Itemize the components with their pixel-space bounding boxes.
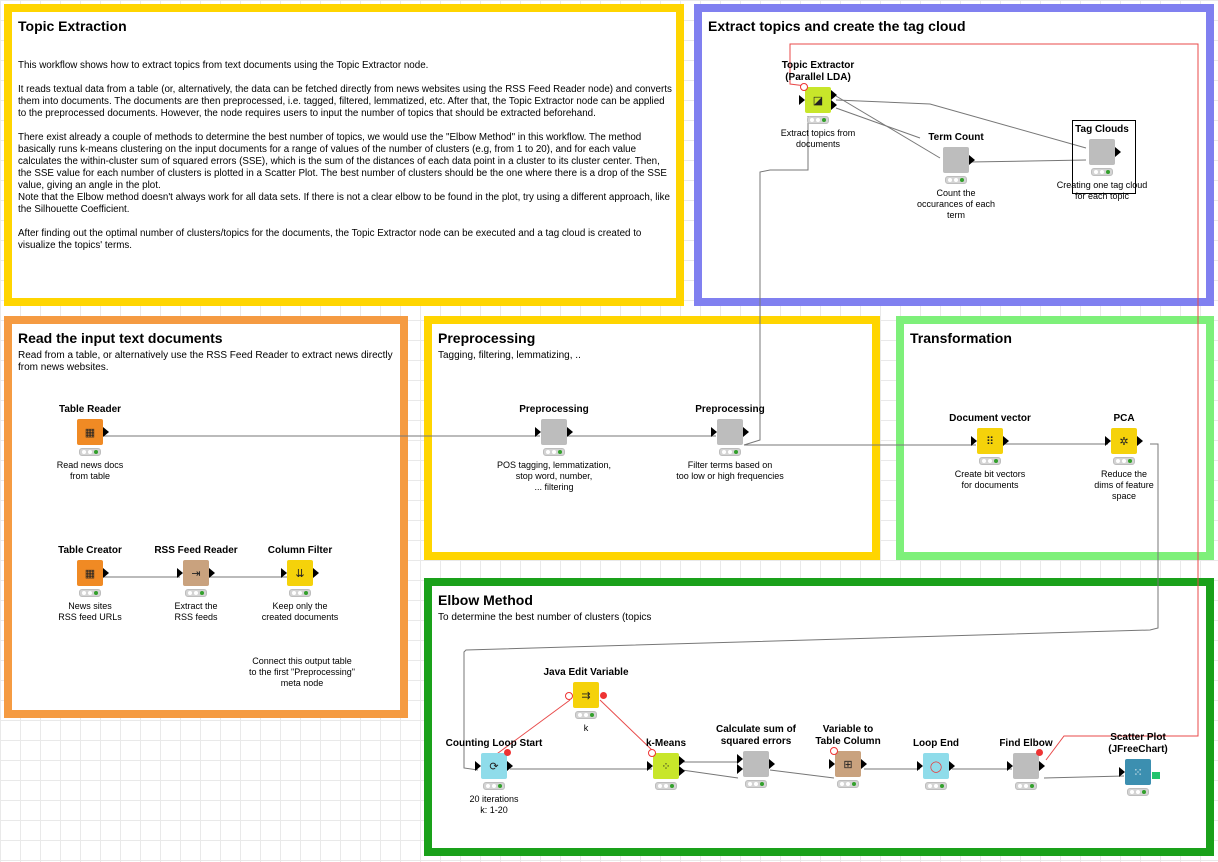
node-status bbox=[1015, 782, 1037, 790]
node-title: PCA bbox=[1113, 413, 1135, 424]
annotation-title: Transformation bbox=[910, 330, 1012, 346]
node-title: Variable to Table Column bbox=[815, 724, 881, 747]
table-icon: ▦ bbox=[77, 560, 103, 586]
node-status bbox=[483, 782, 505, 790]
tag-clouds-selection-box bbox=[1072, 120, 1136, 194]
node-title: Scatter Plot (JFreeChart) bbox=[1108, 732, 1168, 755]
variable-icon: ⊞ bbox=[835, 751, 861, 777]
node-table-creator[interactable] bbox=[30, 545, 150, 623]
node-title: Table Creator bbox=[58, 545, 122, 556]
node-status bbox=[543, 448, 565, 456]
node-status bbox=[655, 782, 677, 790]
metanode-icon bbox=[943, 147, 969, 173]
annotation-desc: Read from a table, or alternatively use the RSS Feed Reader to extract news directly from news websites. bbox=[18, 350, 393, 373]
node-status bbox=[719, 448, 741, 456]
metanode-icon bbox=[541, 419, 567, 445]
node-comment: Extract topics from documents bbox=[780, 128, 856, 149]
node-find-elbow[interactable] bbox=[966, 738, 1086, 794]
node-title: Preprocessing bbox=[695, 404, 765, 415]
node-status bbox=[185, 589, 207, 597]
kmeans-icon: ⁘ bbox=[653, 753, 679, 779]
annotation-desc: To determine the best number of clusters (topics bbox=[438, 612, 652, 623]
metanode-icon bbox=[743, 751, 769, 777]
node-title: Find Elbow bbox=[999, 738, 1053, 749]
annotation-title: Preprocessing bbox=[438, 330, 536, 346]
node-title: Java Edit Variable bbox=[543, 667, 629, 678]
node-title: Counting Loop Start bbox=[445, 738, 543, 749]
node-title: Topic Extractor (Parallel LDA) bbox=[781, 60, 855, 83]
node-title: Document vector bbox=[949, 413, 1031, 424]
node-term-count[interactable] bbox=[896, 132, 1016, 221]
node-rss-feed-reader[interactable] bbox=[136, 545, 256, 623]
node-title: k-Means bbox=[645, 738, 686, 749]
node-topic-extractor[interactable] bbox=[758, 60, 878, 150]
node-comment: Create bit vectors for documents bbox=[954, 469, 1026, 490]
node-scatter-plot[interactable] bbox=[1078, 732, 1198, 800]
node-status bbox=[745, 780, 767, 788]
annotation-title: Extract topics and create the tag cloud bbox=[708, 18, 966, 34]
scatter-icon: ⁙ bbox=[1125, 759, 1151, 785]
rss-icon: ⇥ bbox=[183, 560, 209, 586]
node-preprocessing-2[interactable] bbox=[670, 404, 790, 482]
node-status bbox=[289, 589, 311, 597]
node-java-edit-variable[interactable] bbox=[526, 667, 646, 734]
node-comment: POS tagging, lemmatization, stop word, number, ... filtering bbox=[496, 460, 612, 492]
annotation-title: Elbow Method bbox=[438, 592, 533, 608]
node-status bbox=[1127, 788, 1149, 796]
scatter-image-port bbox=[1152, 772, 1160, 779]
node-comment: Extract the RSS feeds bbox=[174, 601, 218, 622]
node-comment: 20 iterations k: 1-20 bbox=[469, 794, 519, 815]
loop-start-icon: ⟳ bbox=[481, 753, 507, 779]
node-title: Loop End bbox=[912, 738, 960, 749]
node-counting-loop-start[interactable] bbox=[434, 738, 554, 816]
node-preprocessing-1[interactable] bbox=[494, 404, 614, 493]
node-table-reader[interactable] bbox=[30, 404, 150, 482]
metanode-icon bbox=[1013, 753, 1039, 779]
annotation-body: This workflow shows how to extract topics from text documents using the Topic Extractor node. It reads textual data from a table (or, alternatively, the data can be fetched directly from news websites using the RSS Feed Reader node) and converts them into documents. The documents are then preprocessed, i.e. tagged, filtered, lemmatized, etc. After that, the Topic Extractor node can be applied to the preprocessed documents. However, the node requires users to input the number of topics that should be extracted beforehand. There exist already a couple of methods to determine the best number of topics, we would use the "Elbow Method" in this workflow. The method basically runs k-means clustering on the input documents for a range of values of the number of clusters (e.g, from 1 to 20), and for each value calculates the within-cluster sum of squared errors (SSE), which is the sum of the distances of each data point in a cluster to its cluster center. Then, the SSE value for each number of clusters is plotted in a Scatter Plot. The best number of clusters should be the one where there is a drop of the SSE value, giving an angle in the plot. Note that the Elbow method doesn't always work for all data sets. If there is not a clear elbow to be found in the plot, try using a different approach, like the Silhouette Coefficient. After finding out the optimal number of clusters/topics for the documents, the Topic Extractor node can be executed and a tag cloud is created to visualize the topics' terms. bbox=[18, 60, 672, 251]
annotation-title: Topic Extraction bbox=[18, 18, 127, 34]
node-status bbox=[807, 116, 829, 124]
wire-preprocessing2-topic-extractor bbox=[744, 116, 808, 445]
node-status bbox=[79, 589, 101, 597]
node-comment: Creating one tag cloud for each topic bbox=[1056, 180, 1148, 201]
connect-note: Connect this output table to the first "Preprocessing" meta node bbox=[249, 656, 355, 688]
node-status bbox=[979, 457, 1001, 465]
node-status bbox=[79, 448, 101, 456]
node-status bbox=[837, 780, 859, 788]
loop-end-icon: ◯ bbox=[923, 753, 949, 779]
node-comment: Count the occurances of each term bbox=[916, 188, 996, 220]
vector-icon: ⠿ bbox=[977, 428, 1003, 454]
node-status bbox=[575, 711, 597, 719]
node-pca[interactable] bbox=[1064, 413, 1184, 502]
node-comment: Filter terms based on too low or high frequencies bbox=[676, 460, 784, 481]
node-title: Column Filter bbox=[267, 545, 333, 556]
node-title: Calculate sum of squared errors bbox=[715, 724, 797, 747]
node-title: Tag Clouds bbox=[1075, 124, 1129, 135]
node-comment: Keep only the created documents bbox=[261, 601, 339, 622]
node-column-filter[interactable] bbox=[240, 545, 360, 623]
node-document-vector[interactable] bbox=[930, 413, 1050, 491]
node-comment: Read news docs from table bbox=[56, 460, 124, 481]
pca-icon: ✲ bbox=[1111, 428, 1137, 454]
node-title: RSS Feed Reader bbox=[154, 545, 238, 556]
node-title: Table Reader bbox=[58, 404, 122, 415]
node-title: Preprocessing bbox=[519, 404, 589, 415]
node-status bbox=[945, 176, 967, 184]
node-comment: News sites RSS feed URLs bbox=[58, 601, 122, 622]
lda-icon: ◪ bbox=[805, 87, 831, 113]
node-status bbox=[925, 782, 947, 790]
table-icon: ▦ bbox=[77, 419, 103, 445]
node-comment: Reduce the dims of feature space bbox=[1094, 469, 1154, 501]
node-title: Term Count bbox=[928, 132, 984, 143]
node-status bbox=[1113, 457, 1135, 465]
annotation-desc: Tagging, filtering, lemmatizing, .. bbox=[438, 350, 581, 361]
node-comment: k bbox=[583, 723, 589, 733]
metanode-icon bbox=[717, 419, 743, 445]
java-icon: ⇉ bbox=[573, 682, 599, 708]
annotation-title: Read the input text documents bbox=[18, 330, 223, 346]
filter-icon: ⇊ bbox=[287, 560, 313, 586]
